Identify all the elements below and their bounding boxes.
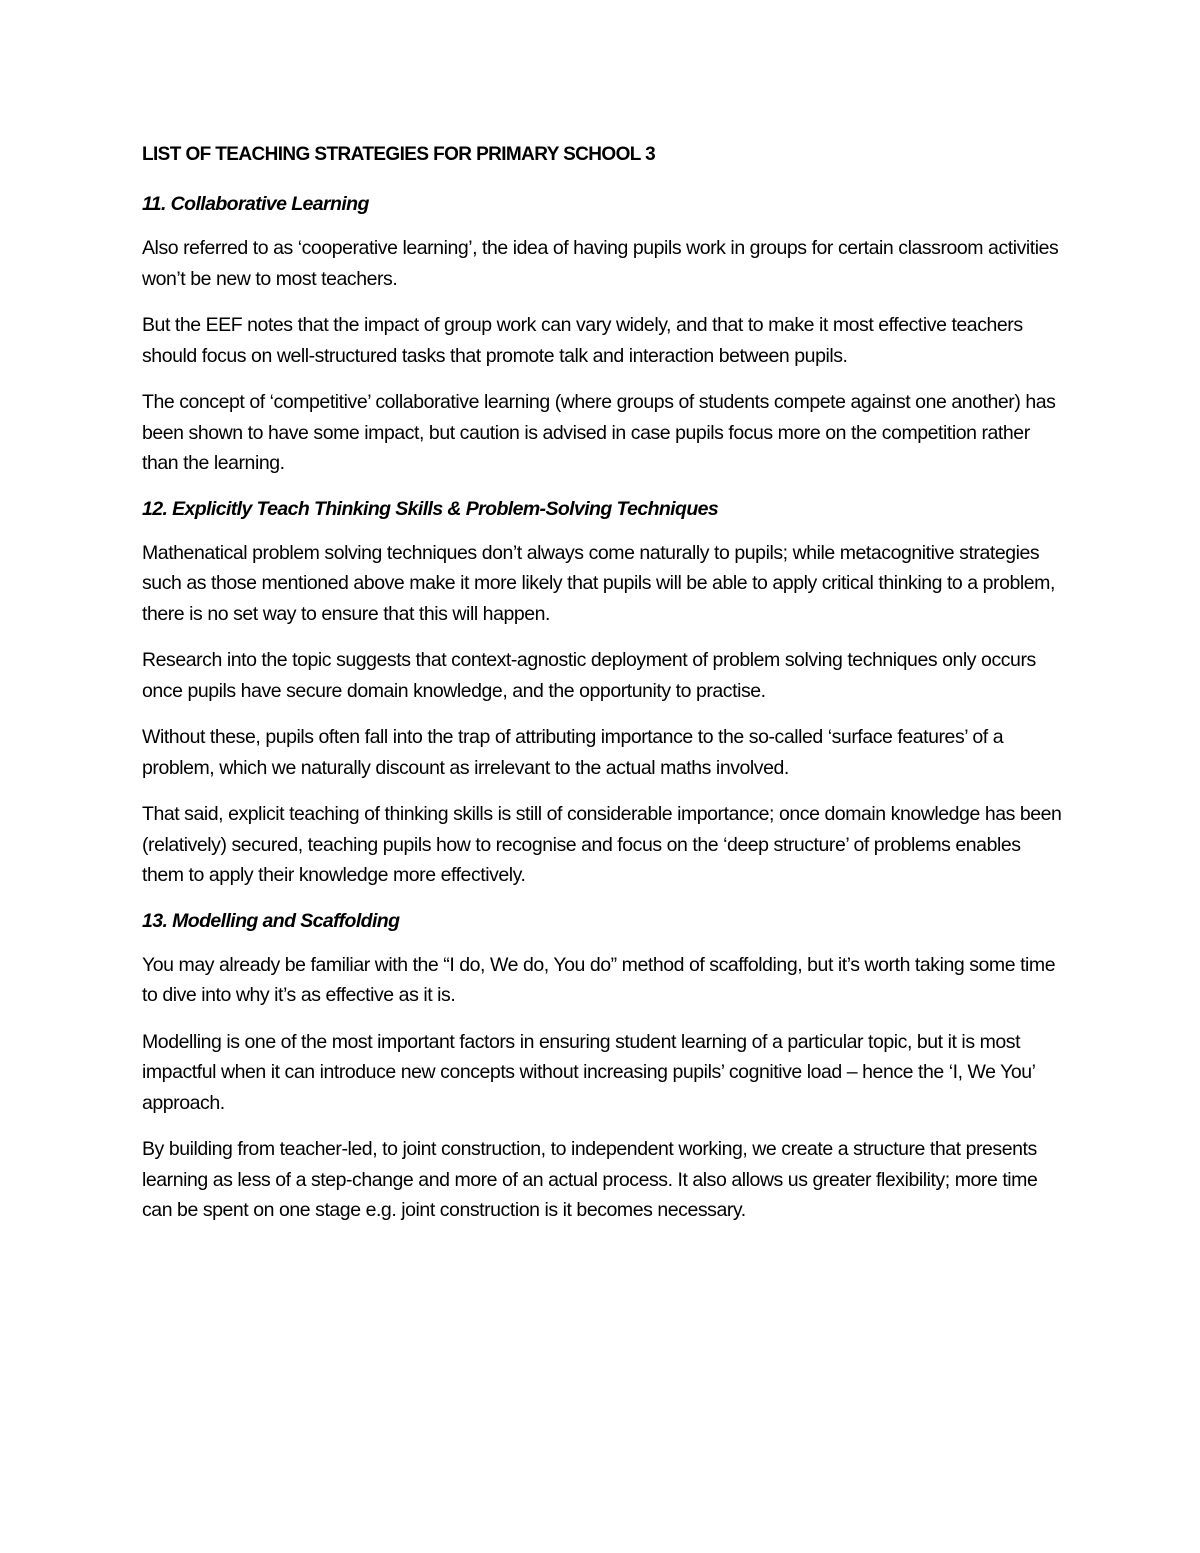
paragraph: The concept of ‘competitive’ collaborative learning (where groups of students compete against one another) has been shown to have some impact, but caution is advised in case pupils focus more on the competition rather than the learning.: [142, 391, 1056, 474]
paragraph: Modelling is one of the most important factors in ensuring student learning of a particular topic, but it is most impactful when it can introduce new concepts without increasing pupils’ cognitive load – hence the ‘I, We You’ approach.: [142, 1030, 1035, 1114]
paragraph: Without these, pupils often fall into the trap of attributing importance to the so-called ‘surface features’ of a problem, which we naturally discount as irrelevant to the actual maths involved.: [142, 726, 1004, 779]
paragraph: Also referred to as ‘cooperative learning’, the idea of having pupils work in groups for certain classroom activities won’t be new to most teachers.: [142, 237, 1059, 290]
section-heading: 12. Explicitly Teach Thinking Skills & Problem-Solving Techniques: [142, 497, 719, 520]
document-page: [142, 140, 1062, 1242]
section-heading: 13. Modelling and Scaffolding: [142, 909, 400, 932]
paragraph: But the EEF notes that the impact of group work can vary widely, and that to make it most effective teachers should focus on well-structured tasks that promote talk and interaction between pupils.: [142, 314, 1023, 367]
paragraph: By building from teacher-led, to joint construction, to independent working, we create a structure that presents learning as less of a step-change and more of an actual process. It also allows us greater flexibility; more time can be spent on one stage e.g. joint construction is it becomes necessary.: [142, 1138, 1038, 1221]
paragraph: Research into the topic suggests that context-agnostic deployment of problem solving techniques only occurs once pupils have secure domain knowledge, and the opportunity to practise.: [142, 649, 1036, 702]
paragraph: Mathenatical problem solving techniques don’t always come naturally to pupils; while metacognitive strategies such as those mentioned above make it more likely that pupils will be able to apply critical thinking to a problem, there is no set way to ensure that this will happen.: [142, 541, 1055, 625]
section-collaborative-learning: [142, 190, 1062, 479]
section-heading: 11. Collaborative Learning: [142, 193, 369, 215]
paragraph: You may already be familiar with the “I do, We do, You do” method of scaffolding, but it’s worth taking some time to dive into why it’s as effective as it is.: [142, 953, 1056, 1006]
document-title: LIST OF TEACHING STRATEGIES FOR PRIMARY SCHOOL 3: [142, 144, 656, 165]
section-modelling-scaffolding: [142, 907, 1062, 1226]
section-thinking-skills: [142, 495, 1062, 891]
paragraph: That said, explicit teaching of thinking skills is still of considerable importance; once domain knowledge has been (relatively) secured, teaching pupils how to recognise and focus on the ‘deep structure’ of problems enables them to apply their knowledge more effectively.: [142, 803, 1062, 886]
